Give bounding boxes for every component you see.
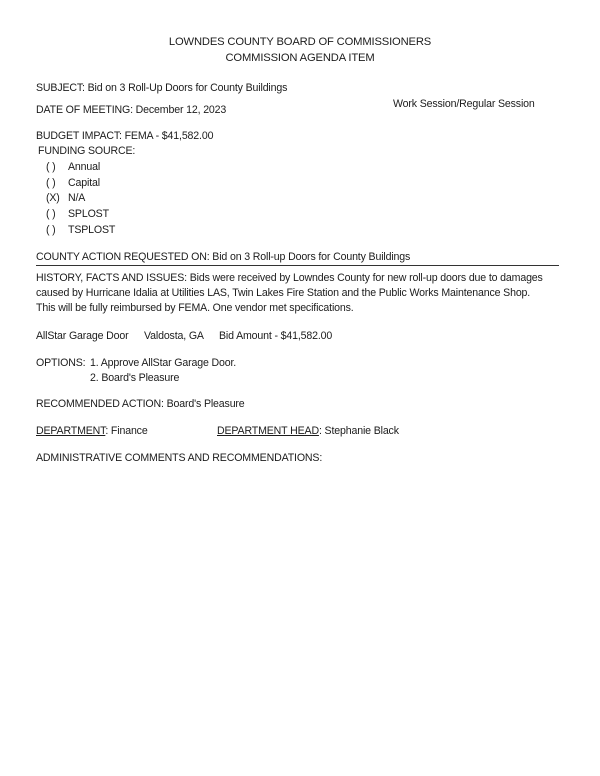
history-line-3: This will be fully reimbursed by FEMA. One vendor met specifications.	[36, 302, 354, 314]
checkbox-mark: ( )	[46, 177, 56, 189]
funding-option-label: Annual	[68, 161, 101, 173]
bid-amount: Bid Amount - $41,582.00	[219, 330, 333, 342]
funding-option-annual	[46, 161, 100, 173]
checkbox-mark: (X)	[46, 192, 60, 204]
county-action-requested: COUNTY ACTION REQUESTED ON: Bid on 3 Roll-up Doors for County Buildings	[36, 251, 411, 263]
checkbox-mark: ( )	[46, 224, 56, 236]
options-label: OPTIONS:	[36, 357, 86, 369]
checkbox-mark: ( )	[46, 161, 56, 173]
department	[36, 425, 148, 437]
department-label: DEPARTMENT	[36, 425, 106, 437]
department-head-value: : Stephanie Black	[318, 425, 399, 437]
department-value: : Finance	[105, 425, 148, 437]
history-line-2: caused by Hurricane Idalia at Utilities LAS, Twin Lakes Fire Station and the Public Works Maintenance Shop.	[36, 287, 531, 299]
budget-impact: BUDGET IMPACT: FEMA - $41,582.00	[36, 130, 214, 142]
department-head	[217, 425, 399, 437]
subject: SUBJECT: Bid on 3 Roll-Up Doors for County Buildings	[36, 82, 288, 94]
funding-option-na	[46, 192, 85, 204]
funding-source-label: FUNDING SOURCE:	[38, 145, 136, 157]
checkbox-mark: ( )	[46, 208, 56, 220]
section-divider	[36, 265, 559, 266]
funding-option-tsplost	[46, 224, 115, 236]
bid-location: Valdosta, GA	[144, 330, 204, 342]
funding-option-label: SPLOST	[68, 208, 109, 220]
funding-option-label: TSPLOST	[68, 224, 116, 236]
option-1: 1. Approve AllStar Garage Door.	[90, 357, 237, 369]
bid-vendor: AllStar Garage Door	[36, 330, 129, 342]
funding-option-splost	[46, 208, 109, 220]
recommended-action: RECOMMENDED ACTION: Board's Pleasure	[36, 398, 245, 410]
board-title: LOWNDES COUNTY BOARD OF COMMISSIONERS	[168, 36, 432, 48]
date-of-meeting: DATE OF MEETING: December 12, 2023	[36, 104, 227, 116]
document-title: COMMISSION AGENDA ITEM	[225, 52, 375, 64]
department-head-label: DEPARTMENT HEAD	[217, 425, 319, 437]
funding-option-label: Capital	[68, 177, 100, 189]
funding-option-label: N/A	[68, 192, 86, 204]
option-2: 2. Board's Pleasure	[90, 372, 180, 384]
administrative-comments: ADMINISTRATIVE COMMENTS AND RECOMMENDATIONS:	[36, 452, 323, 464]
session-type: Work Session/Regular Session	[393, 98, 535, 110]
funding-option-capital	[46, 177, 100, 189]
history-line-1: HISTORY, FACTS AND ISSUES: Bids were received by Lowndes County for new roll-up doors due to damages	[36, 272, 543, 284]
